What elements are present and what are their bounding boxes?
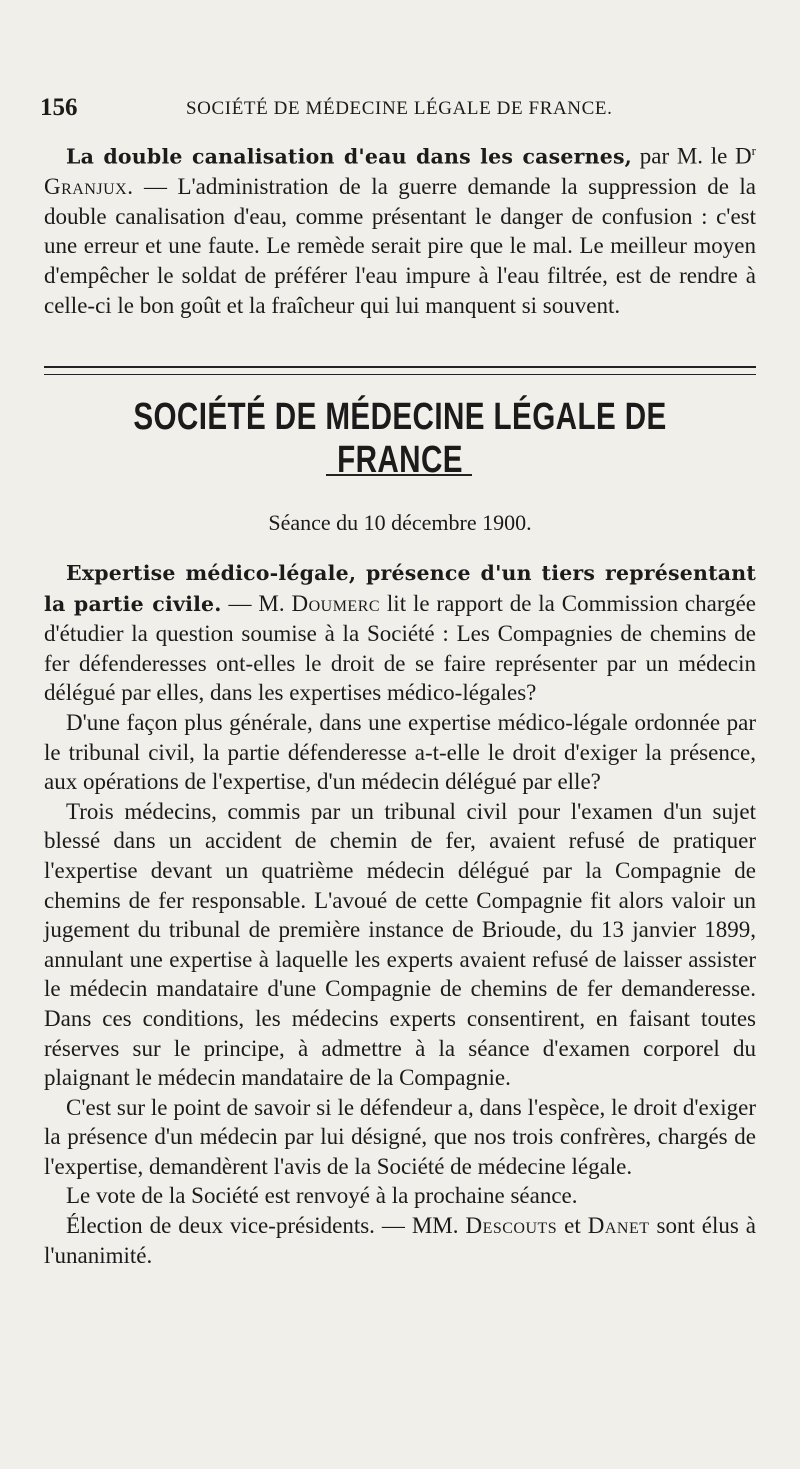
article-title: Expertise médico-légale, présence d'un tiers représentant la partie civile. (44, 561, 756, 616)
double-rule-divider (44, 366, 756, 375)
running-header (40, 94, 760, 124)
article-paragraph: C'est sur le point de savoir si le défendeur a, dans l'espèce, le droit d'exiger la présence d'un médecin par lui désigné, que nos trois confrères, chargés de l'expertise, demandèrent l'avis de la Société de médecine légale. (44, 1094, 756, 1179)
election-paragraph (44, 1211, 756, 1270)
election-text: Élection de deux vice-présidents. — MM. (66, 1213, 459, 1239)
elected-name-1: Descouts (465, 1213, 558, 1239)
page-number: 156 (40, 94, 78, 121)
article-body: — L'administration de la guerre demande la suppression de la double canalisation d'eau, comme présentant le danger de confusion : c'est une erreur et une faute. Le remède serait pire que le mal. Le meilleur moyen d'empêcher le soldat de préférer l'eau impure à l'eau filtrée, est de rendre à celle-ci le bon goût et la fraîcheur qui lui manquent si souvent. (44, 174, 757, 318)
society-heading: SOCIÉTÉ DE MÉDECINE LÉGALE DE FRANCE (133, 396, 667, 481)
election-conj: et (564, 1213, 581, 1239)
article-double-canalisation (44, 136, 756, 320)
article-paragraph: D'une façon plus générale, dans une expertise médico-légale ordonnée par le tribunal civil, la partie défenderesse a-t-elle le droit d'exiger la présence, aux opérations de l'expertise, d'un médecin délégué par elle? (44, 709, 756, 795)
seance-date: Séance du 10 décembre 1900. (268, 510, 532, 535)
article-title: La double canalisation d'eau dans les casernes, (66, 144, 633, 169)
running-title: SOCIÉTÉ DE MÉDECINE LÉGALE DE FRANCE. (186, 98, 613, 119)
article-expertise (44, 558, 756, 1270)
article-intro: lit le rapport de la Commission chargée d'étudier la question soumise à la Société : Les Compagnies de chemins de fer défenderesses ont-elles le droit de se faire représenter par un médecin délégué par elles, dans les expertises médico-légales? (44, 590, 757, 706)
elected-name-2: Danet (587, 1213, 650, 1239)
author-name: Granjux. (44, 174, 134, 200)
article-paragraph: Trois médecins, commis par un tribunal civil pour l'examen d'un sujet blessé dans un accident de chemin de fer, avaient refusé de pratiquer l'expertise devant un quatrième médecin délégué par la Compagnie de chemins de fer responsable. L'avoué de cette Compagnie fit alors valoir un jugement du tribunal de première instance de Brioude, du 13 janvier 1899, annulant une expertise à laquelle les experts avaient refusé de laisser assister le médecin mandataire d'une Compagnie de chemins de fer demanderesse. Dans ces conditions, les médecins experts consentirent, en faisant toutes réserves sur le principe, à admettre à la séance d'examen corporel du plaignant le médecin mandataire de la Compagnie. (44, 798, 756, 1091)
election-end: sont élus à l'unanimité. (44, 1213, 757, 1268)
author-prefix: par M. le D (639, 143, 752, 169)
article-paragraph (44, 136, 756, 320)
author-sup: r (751, 143, 757, 158)
article-paragraph: Le vote de la Société est renvoyé à la prochaine séance. (66, 1183, 578, 1209)
short-rule-divider (326, 474, 472, 476)
article-paragraph (44, 558, 756, 708)
reporter-name: Doumerc (291, 590, 381, 616)
reporter-prefix: — M. (228, 590, 285, 616)
